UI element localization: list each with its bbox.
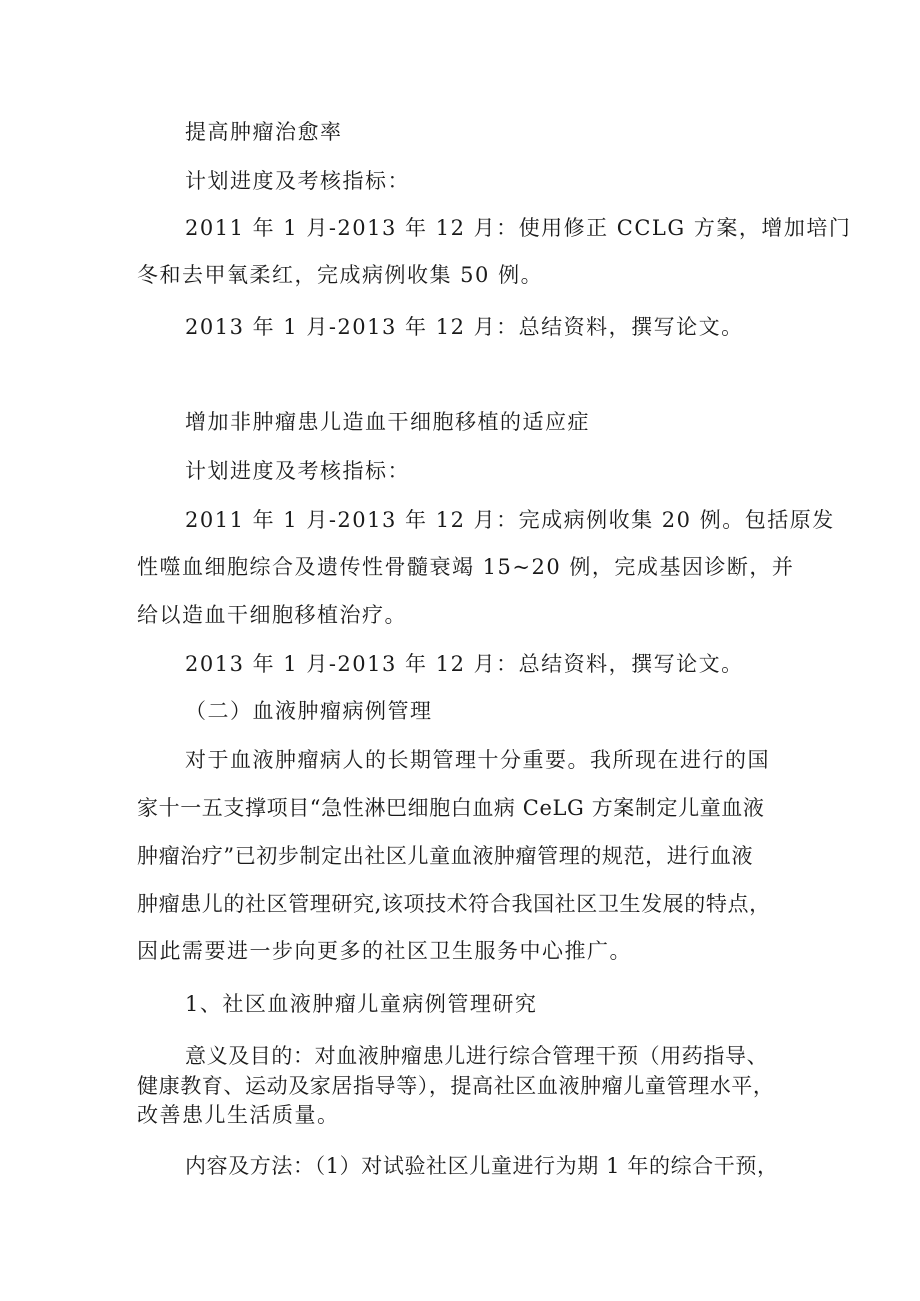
paragraph-line: 对于血液肿瘤病人的长期管理十分重要。我所现在进行的国 — [185, 748, 770, 772]
paragraph-line: 性噬血细胞综合及遗传性骨髓衰竭 15~20 例，完成基因诊断，并 — [137, 555, 795, 579]
paragraph-line: 肿瘤治疗”已初步制定出社区儿童血液肿瘤管理的规范，进行血液 — [137, 844, 754, 868]
paragraph-line: 意义及目的：对血液肿瘤患儿进行综合管理干预（用药指导、 — [185, 1044, 769, 1068]
progress-label: 计划进度及考核指标： — [185, 459, 410, 483]
paragraph-line: 因此需要进一步向更多的社区卫生服务中心推广。 — [137, 939, 632, 963]
section-heading-case-management: （二）血液肿瘤病例管理 — [185, 699, 433, 723]
paragraph-line: 改善患儿生活质量。 — [137, 1103, 340, 1127]
paragraph-line: 2011 年 1 月-2013 年 12 月：使用修正 CCLG 方案，增加培门 — [185, 216, 852, 240]
paragraph-line: 冬和去甲氧柔红，完成病例收集 50 例。 — [137, 263, 544, 287]
section-heading-transplant: 增加非肿瘤患儿造血干细胞移植的适应症 — [185, 410, 590, 434]
paragraph-line: 健康教育、运动及家居指导等），提高社区血液肿瘤儿童管理水平， — [137, 1074, 775, 1098]
paragraph-line: 家十一五支撑项目“急性淋巴细胞白血病 CeLG 方案制定儿童血液 — [137, 796, 765, 820]
paragraph-line: 2013 年 1 月-2013 年 12 月：总结资料，撰写论文。 — [185, 315, 744, 339]
paragraph-line: 给以造血干细胞移植治疗。 — [137, 603, 407, 627]
paragraph-line: 2013 年 1 月-2013 年 12 月：总结资料，撰写论文。 — [185, 652, 744, 676]
section-heading-community-study: 1、社区血液肿瘤儿童病例管理研究 — [185, 992, 538, 1016]
paragraph-line: 内容及方法：（1）对试验社区儿童进行为期 1 年的综合干预， — [185, 1154, 779, 1178]
paragraph-line: 肿瘤患儿的社区管理研究,该项技术符合我国社区卫生发展的特点， — [137, 892, 771, 916]
progress-label: 计划进度及考核指标： — [185, 169, 410, 193]
section-heading-cure-rate: 提高肿瘤治愈率 — [185, 120, 343, 144]
paragraph-line: 2011 年 1 月-2013 年 12 月：完成病例收集 20 例。包括原发 — [185, 508, 835, 532]
